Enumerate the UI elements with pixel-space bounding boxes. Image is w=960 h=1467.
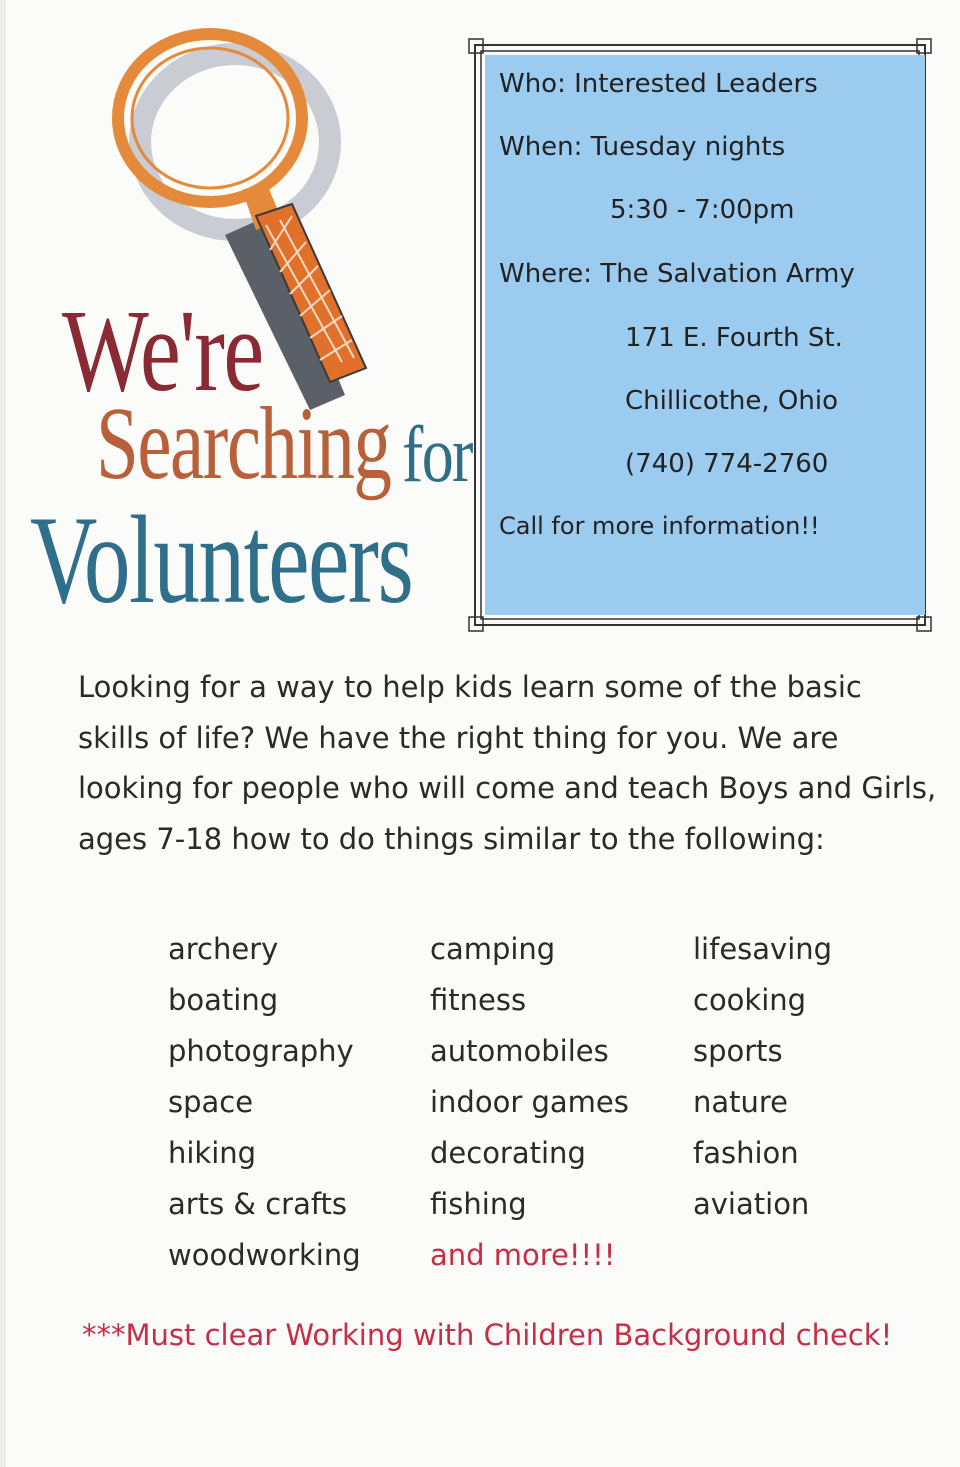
info-city: Chillicothe, Ohio: [625, 386, 839, 416]
activity-item: boating: [168, 983, 279, 1017]
activity-item: woodworking: [168, 1238, 361, 1272]
activity-item: decorating: [430, 1136, 586, 1170]
searching-logo: [30, 20, 472, 630]
info-call: Call for more information!!: [499, 512, 820, 540]
activity-item: fitness: [430, 983, 527, 1017]
background-check-warning: ***Must clear Working with Children Background check!: [82, 1318, 893, 1352]
logo-volunteers-text: Volunteers: [30, 491, 413, 630]
activity-item: arts & crafts: [168, 1187, 348, 1221]
activities-list: [168, 932, 928, 1292]
activity-item: lifesaving: [693, 932, 833, 966]
activity-item: photography: [168, 1034, 354, 1068]
activity-item: aviation: [693, 1187, 810, 1221]
activity-item: fishing: [430, 1187, 527, 1221]
activity-item: cooking: [693, 983, 807, 1017]
info-street: 171 E. Fourth St.: [625, 323, 843, 353]
activity-item: automobiles: [430, 1034, 609, 1068]
info-who: Who: Interested Leaders: [499, 69, 818, 99]
activity-item: space: [168, 1085, 254, 1119]
info-where: Where: The Salvation Army: [499, 259, 855, 289]
logo-searching-text: Searching: [96, 386, 391, 501]
page-edge: [0, 0, 6, 1467]
logo-were-text: We're: [62, 285, 263, 416]
info-when: When: Tuesday nights: [499, 132, 786, 162]
activity-item: nature: [693, 1085, 789, 1119]
intro-paragraph: Looking for a way to help kids learn some of the basic skills of life? We have the right thing for you. We are looking for people who will come and teach Boys and Girls, ages 7-18 how to do things similar to the following:: [78, 670, 937, 856]
event-info-box: [485, 55, 925, 615]
info-phone: (740) 774-2760: [625, 449, 829, 479]
activity-item: indoor games: [430, 1085, 629, 1119]
activity-item: hiking: [168, 1136, 257, 1170]
activity-item: camping: [430, 932, 556, 966]
activity-item: fashion: [693, 1136, 799, 1170]
activity-item: sports: [693, 1034, 783, 1068]
activity-item: archery: [168, 932, 279, 966]
and-more-text: and more!!!!: [430, 1238, 616, 1272]
info-time: 5:30 - 7:00pm: [610, 195, 795, 225]
logo-for-text: for: [402, 411, 472, 499]
